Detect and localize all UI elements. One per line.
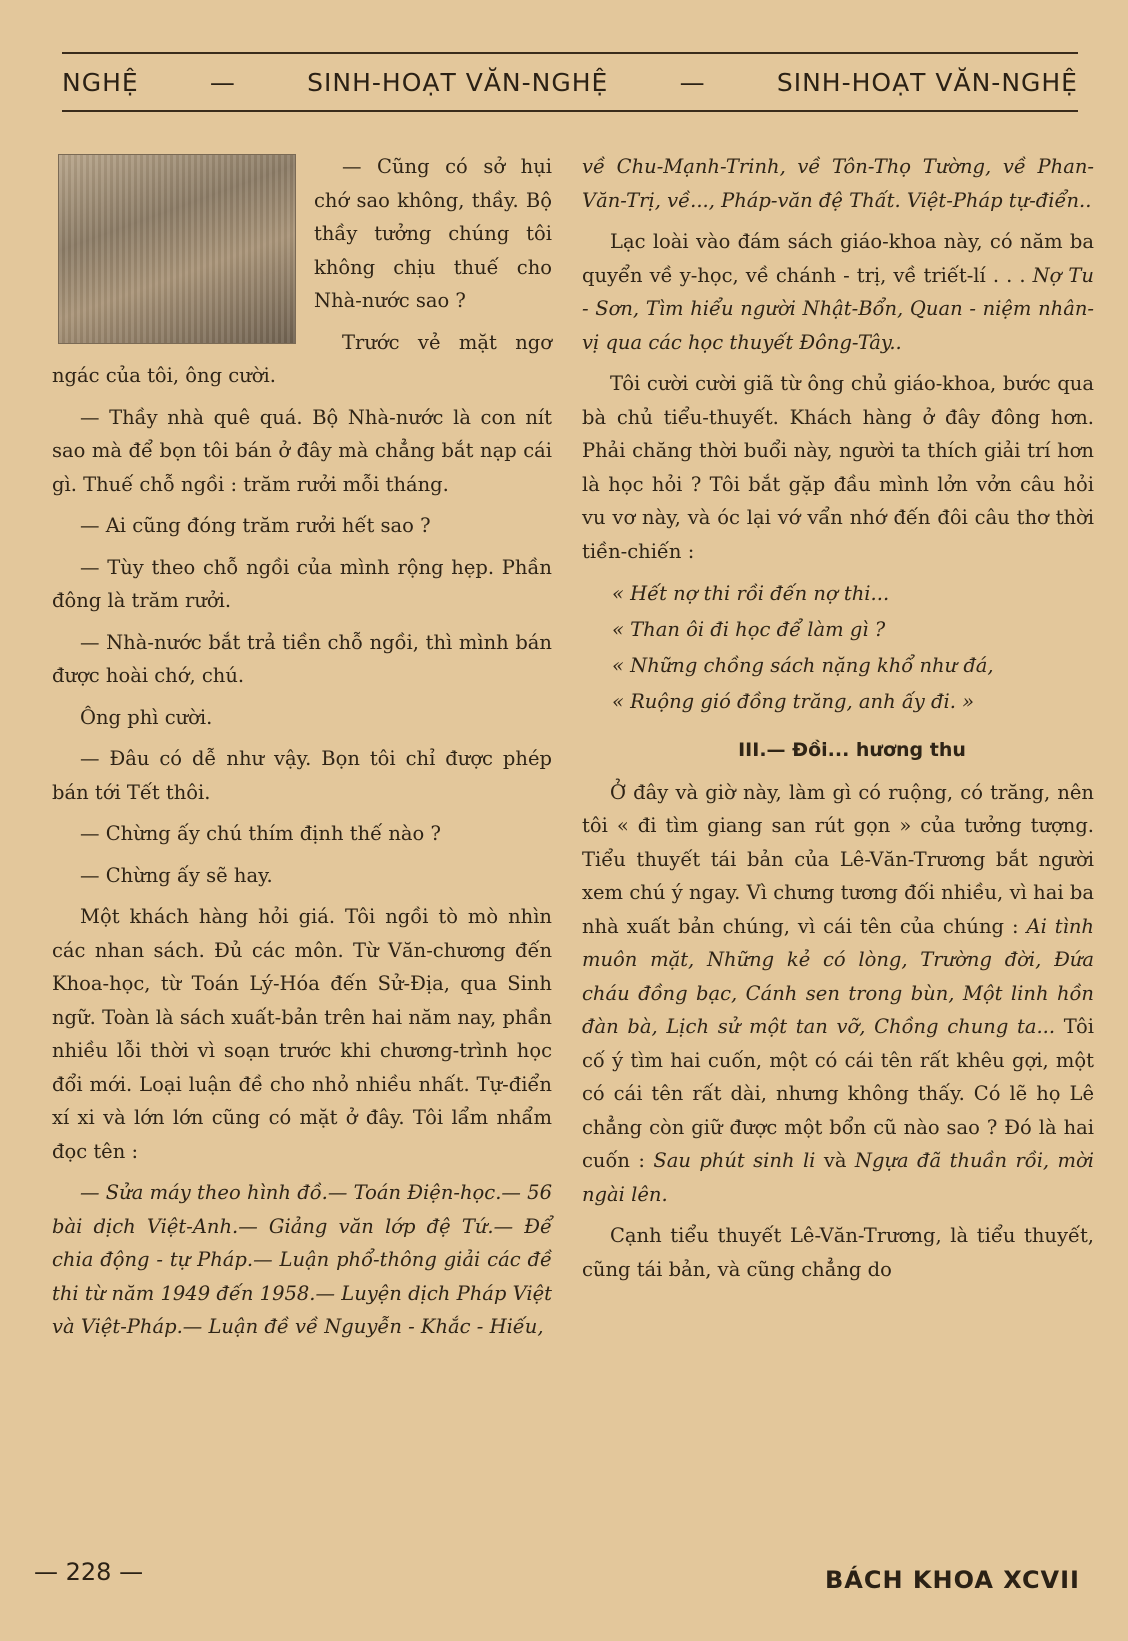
section-heading: III.— Đồi... hương thu	[738, 739, 966, 761]
book-title: Ngựa đã thuần rồi, mời ngài lên.	[582, 1149, 1095, 1206]
paragraph	[582, 776, 1094, 1212]
paragraph: — Cũng có sở hụi chớ sao không, thầy. Bộ thầy tưởng chúng tôi không chịu thuế cho Nhà-nước sao ?	[314, 155, 552, 312]
header-item: NGHỆ	[62, 67, 139, 97]
paragraph: — Ai cũng đóng trăm rưởi hết sao ?	[80, 514, 431, 537]
verse-line: « Than ôi đi học để làm gì ?	[612, 618, 886, 641]
book-list: — Sửa máy theo hình đồ.— Toán Điện-học.— 56 bài dịch Việt-Anh.— Giảng văn lớp đệ Tứ.— Để chia động - tự Pháp.— Luận phổ-thông giải các đề thi từ năm 1949 đến 1958.— Luyện dịch Pháp Việt và Việt-Pháp.— Luận đề về Nguyễn - Khắc - Hiếu,	[52, 1181, 552, 1338]
page-number: — 228 —	[34, 1558, 144, 1586]
paragraph: Trước vẻ mặt ngơ ngác của tôi, ông cười.	[52, 330, 552, 387]
book-title: Sau phút sinh li	[653, 1149, 816, 1172]
header-item: SINH-HOẠT VĂN-NGHỆ	[307, 67, 609, 97]
paragraph: — Chừng ấy sẽ hay.	[80, 863, 273, 887]
header-item: —	[209, 67, 236, 97]
paragraph: — Chừng ấy chú thím định thế nào ?	[80, 822, 441, 845]
paragraph-text: Lạc loài vào đám sách giáo-khoa này, có năm ba quyển về y-học, về chánh - trị, về triết-lí . . .	[582, 230, 1094, 287]
paragraph: Ông phì cười.	[80, 705, 213, 729]
book-list-continued: về Chu-Mạnh-Trinh, về Tôn-Thọ Tường, về Phan-Văn-Trị, về..., Pháp-văn đệ Thất. Việt-Pháp tự-điển..	[582, 155, 1094, 212]
paragraph: — Tùy theo chỗ ngồi của mình rộng hẹp. Phần đông là trăm rưởi.	[52, 555, 552, 612]
paragraph	[582, 225, 1094, 359]
header-item: —	[679, 67, 706, 97]
book-titles: Ai tình muôn mặt, Những kẻ có lòng, Trường đời, Đứa cháu đồng bạc, Cánh sen trong bùn, Một linh hồn đàn bà, Lịch sử một tan vỡ, Chồng chung ta...	[582, 914, 1094, 1038]
paragraph: — Nhà-nước bắt trả tiền chỗ ngồi, thì mình bán được hoài chớ, chú.	[52, 630, 552, 687]
header-rule-bottom	[62, 110, 1078, 112]
poem-verse	[612, 576, 1094, 720]
header-item: SINH-HOẠT VĂN-NGHỆ	[776, 67, 1078, 97]
paragraph-text: và	[815, 1149, 855, 1172]
verse-line: « Những chồng sách nặng khổ như đá,	[612, 654, 994, 677]
paragraph: Một khách hàng hỏi giá. Tôi ngồi tò mò nhìn các nhan sách. Đủ các môn. Từ Văn-chương đến Khoa-học, từ Toán Lý-Hóa đến Sử-Địa, qua Sinh ngữ. Toàn là sách xuất-bản trên hai năm nay, phần nhiều lỗi thời vì soạn trước khi chương-trình học đổi mới. Loại luận đề cho nhỏ nhiều nhất. Tự-điển xí xi và lớn lớn cũng có mặt ở đây. Tôi lẩm nhẩm đọc tên :	[52, 905, 552, 1163]
verse-line: « Hết nợ thi rồi đến nợ thi...	[612, 582, 890, 605]
left-column	[52, 150, 552, 1352]
photo-image	[58, 154, 296, 344]
running-header	[62, 62, 1078, 102]
paragraph-text: Ở đây và giờ này, làm gì có ruộng, có trăng, nên tôi « đi tìm giang san rút gọn » của tưởng tượng. Tiểu thuyết tái bản của Lê-Văn-Trương bắt người xem chú ý ngay. Vì chưng tương đối nhiều, vì hai ba nhà xuất bản chúng, vì cái tên của chúng :	[582, 780, 1094, 938]
book-titles: Nợ Tu - Sơn, Tìm hiểu người Nhật-Bổn, Quan - niệm nhân-vị qua các học thuyết Đông-Tây..	[582, 263, 1094, 354]
right-column	[582, 150, 1094, 1294]
paragraph: — Thầy nhà quê quá. Bộ Nhà-nước là con nít sao mà để bọn tôi bán ở đây mà chẳng bắt nạp cái gì. Thuế chỗ ngồi : trăm rưởi mỗi tháng.	[52, 405, 552, 496]
paragraph: Cạnh tiểu thuyết Lê-Văn-Trương, là tiểu thuyết, cũng tái bản, và cũng chẳng do	[582, 1224, 1094, 1281]
paragraph-text: Tôi cố ý tìm hai cuốn, một có cái tên rất khêu gợi, một có cái tên rất dài, nhưng không thấy. Có lẽ họ Lê chẳng còn giữ được một bổn cũ nào sao ? Đó là hai cuốn :	[582, 1015, 1095, 1172]
paragraph: — Đâu có dễ như vậy. Bọn tôi chỉ được phép bán tới Tết thôi.	[52, 747, 552, 804]
magazine-name: BÁCH KHOA XCVII	[825, 1566, 1080, 1594]
header-rule-top	[62, 52, 1078, 54]
paragraph: Tôi cười cười giã từ ông chủ giáo-khoa, bước qua bà chủ tiểu-thuyết. Khách hàng ở đây đông hơn. Phải chăng thời buổi này, người ta thích giải trí hơn là học hỏi ? Tôi bắt gặp đầu mình lởn vởn câu hỏi vu vơ này, và óc lại vớ vẩn nhớ đến đôi câu thơ thời tiền-chiến :	[582, 372, 1094, 563]
verse-line: « Ruộng gió đồng trăng, anh ấy đi. »	[612, 690, 975, 713]
